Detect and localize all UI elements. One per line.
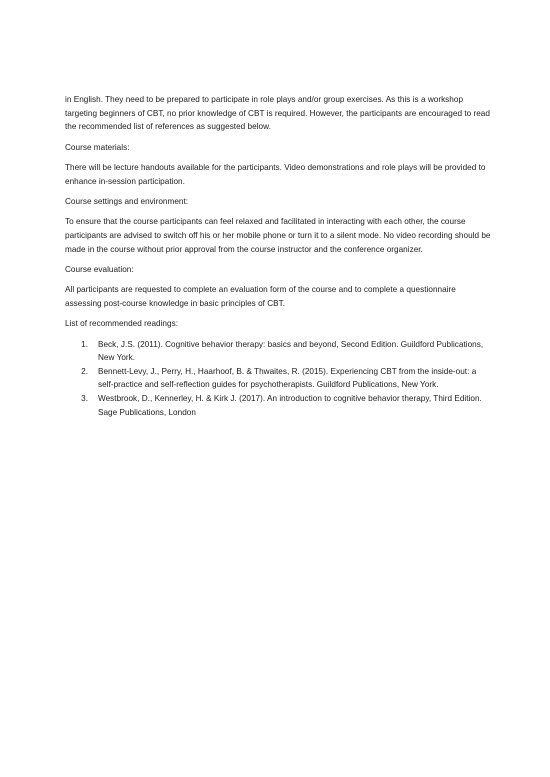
reading-number: 1.: [81, 339, 88, 349]
readings-heading: List of recommended readings:: [65, 319, 178, 329]
course-evaluation-text: All participants are requested to complete an evaluation form of the course and to complete a questionnaire assessing post-course knowledge in basic principles of CBT.: [65, 285, 456, 308]
reading-item: [75, 338, 493, 365]
course-materials-heading: Course materials:: [65, 142, 130, 152]
reading-text: Westbrook, D., Kennerley, H. & Kirk J. (2017). An introduction to cognitive behavior therapy, Third Edition. Sage Publications, London: [98, 394, 482, 417]
reading-number: 2.: [81, 366, 88, 376]
reading-item: [75, 365, 493, 392]
reading-text: Beck, J.S. (2011). Cognitive behavior therapy: basics and beyond, Second Edition. Guildford Publications, New York.: [98, 339, 484, 363]
document-body: [65, 93, 493, 419]
intro-paragraph: in English. They need to be prepared to participate in role plays and/or group exercises. As this is a workshop targeting beginners of CBT, no prior knowledge of CBT is required. However, the participants are encouraged to read the recommended list of references as suggested below.: [65, 95, 490, 132]
course-settings-heading: Course settings and environment:: [65, 196, 189, 206]
readings-list: [75, 338, 493, 420]
course-materials-text: There will be lecture handouts available for the participants. Video demonstrations and role plays will be provided to enhance in-session participation.: [65, 162, 486, 186]
reading-number: 3.: [81, 394, 88, 404]
reading-text: Bennett-Levy, J., Perry, H., Haarhoof, B. & Thwaites, R. (2015). Experiencing CBT from the inside-out: a self-practice and self-reflection guides for psychotherapists. Guildford Publications, New York.: [98, 366, 477, 390]
course-evaluation-heading: Course evaluation:: [65, 264, 134, 274]
course-settings-text: To ensure that the course participants can feel relaxed and facilitated in interacting with each other, the course participants are advised to switch off his or her mobile phone or turn it to a silent mode. No video recording should be made in the course without prior approval from the course instructor and the conference organizer.: [65, 217, 491, 254]
reading-item: [75, 392, 493, 419]
